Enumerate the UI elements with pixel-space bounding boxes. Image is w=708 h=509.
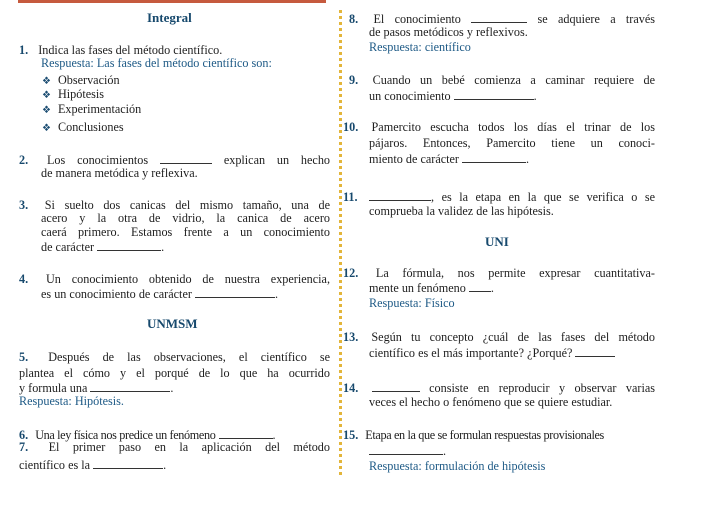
question-15: 15. Etapa en la que se formulan respuestas provisionales bbox=[343, 428, 604, 442]
answer-blank[interactable] bbox=[97, 240, 161, 251]
question-14: 14. consiste en reproducir y observar varias bbox=[343, 381, 656, 395]
question-8: 8. El conocimiento se adquiere a través bbox=[349, 12, 655, 26]
question-6: 6. Una ley física nos predice un fenómeno . bbox=[19, 428, 276, 442]
answer-blank[interactable] bbox=[160, 153, 212, 164]
question-text: acero y la otra de vidrio, la canica de acero bbox=[41, 211, 330, 225]
list-item: ❖ Experimentación bbox=[42, 102, 142, 116]
answer-line: Respuesta: Las fases del método científico son: bbox=[41, 56, 272, 70]
answer-blank[interactable] bbox=[90, 381, 170, 392]
question-number: 12. bbox=[343, 266, 359, 280]
question-4: 4. Un conocimiento obtenido de nuestra experiencia, bbox=[19, 272, 330, 286]
diamond-bullet-icon: ❖ bbox=[42, 105, 51, 116]
list-item: ❖ Hipótesis bbox=[42, 87, 105, 101]
answer-blank[interactable] bbox=[219, 428, 273, 439]
question-number: 8. bbox=[349, 12, 359, 26]
question-13: 13. Según tu concepto ¿cuál de las fases del método bbox=[343, 330, 655, 344]
heading-unmsm: UNMSM bbox=[147, 316, 198, 331]
question-5: 5. Después de las observaciones, el científico se bbox=[19, 350, 331, 364]
question-10: 10. Pamercito escucha todos los días el trinar de los bbox=[343, 120, 655, 134]
question-text: de pasos metódicos y reflexivos. bbox=[369, 25, 528, 39]
answer-blank[interactable] bbox=[93, 458, 163, 469]
question-number: 1. bbox=[19, 43, 29, 57]
question-text: de carácter . bbox=[41, 240, 165, 254]
question-3: 3. Si suelto dos canicas del mismo tamaño, una de bbox=[19, 198, 330, 212]
question-text: científico es el más importante? ¿Porqué? bbox=[369, 346, 615, 360]
answer-blank[interactable] bbox=[369, 444, 443, 455]
question-text: veces el hecho o fenómeno que se quiere estudiar. bbox=[369, 395, 613, 409]
question-number: 14. bbox=[343, 381, 359, 395]
question-number: 6. bbox=[19, 428, 29, 442]
question-12: 12. La fórmula, nos permite expresar cuantitativa- bbox=[343, 266, 655, 280]
question-number: 11. bbox=[343, 190, 358, 204]
question-text: de manera metódica y reflexiva. bbox=[41, 166, 198, 180]
answer-blank[interactable] bbox=[575, 346, 615, 357]
question-text: un conocimiento . bbox=[369, 89, 537, 103]
question-number: 4. bbox=[19, 272, 29, 286]
question-number: 5. bbox=[19, 350, 29, 364]
answer-line: Respuesta: Físico bbox=[369, 296, 455, 310]
diamond-bullet-icon: ❖ bbox=[42, 123, 51, 134]
question-7: 7. El primer paso en la aplicación del método bbox=[19, 440, 330, 454]
question-number: 10. bbox=[343, 120, 359, 134]
question-number: 13. bbox=[343, 330, 359, 344]
question-1 bbox=[19, 44, 222, 57]
question-text: mente un fenómeno . bbox=[369, 281, 494, 295]
question-text: Indica las fases del método científico. bbox=[38, 43, 223, 57]
answer-blank[interactable] bbox=[195, 287, 275, 298]
answer-blank[interactable] bbox=[469, 281, 491, 292]
list-item: ❖ Conclusiones bbox=[42, 120, 124, 134]
top-accent-bar bbox=[18, 0, 326, 3]
answer-blank[interactable] bbox=[462, 152, 526, 163]
question-9: 9. Cuando un bebé comienza a caminar requiere de bbox=[349, 73, 655, 87]
question-number: 7. bbox=[19, 440, 29, 454]
question-text: es un conocimiento de carácter . bbox=[41, 287, 279, 301]
question-text: plantea el cómo y el porqué de lo que ha ocurrido bbox=[19, 366, 330, 380]
answer-blank[interactable] bbox=[372, 381, 420, 392]
question-text: caerá primero. Estamos frente a un conocimiento bbox=[41, 225, 330, 239]
question-text: y formula una . bbox=[19, 381, 174, 395]
question-text: miento de carácter . bbox=[369, 152, 530, 166]
question-number: 15. bbox=[343, 428, 359, 442]
answer-blank[interactable] bbox=[369, 190, 431, 201]
question-number: 2. bbox=[19, 153, 29, 167]
question-text: comprueba la validez de las hipótesis. bbox=[369, 204, 554, 218]
column-divider bbox=[339, 10, 342, 475]
answer-line: Respuesta: científico bbox=[369, 40, 471, 54]
answer-blank[interactable] bbox=[454, 89, 534, 100]
answer-line: Respuesta: Hipótesis. bbox=[19, 394, 124, 408]
question-number: 3. bbox=[19, 198, 29, 212]
question-2: 2. Los conocimientos explican un hecho bbox=[19, 153, 331, 167]
list-item: ❖ Observación bbox=[42, 73, 120, 87]
question-text: . bbox=[369, 444, 446, 458]
answer-line: Respuesta: formulación de hipótesis bbox=[369, 459, 546, 473]
heading-integral: Integral bbox=[147, 10, 192, 25]
heading-uni: UNI bbox=[485, 234, 509, 249]
diamond-bullet-icon: ❖ bbox=[42, 76, 51, 87]
question-number: 9. bbox=[349, 73, 359, 87]
question-text: pájaros. Entonces, Pamercito tiene un conoci- bbox=[369, 136, 655, 150]
question-text: científico es la . bbox=[19, 458, 167, 472]
question-11: 11. , es la etapa en la que se verifica o se bbox=[343, 190, 655, 204]
diamond-bullet-icon: ❖ bbox=[42, 90, 51, 101]
answer-blank[interactable] bbox=[471, 12, 527, 23]
